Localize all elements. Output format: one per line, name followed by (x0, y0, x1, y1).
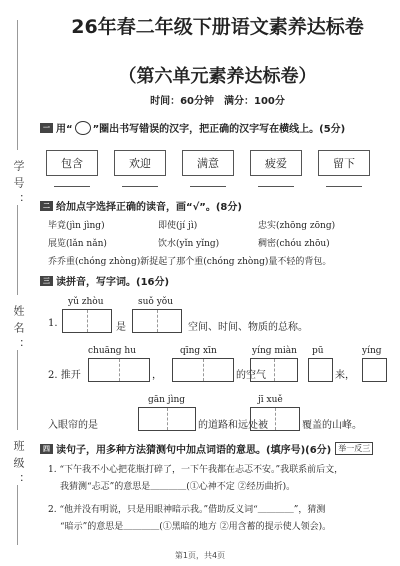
pinyin-choice[interactable]: 忠实(zhōng zōng) (258, 221, 336, 231)
question-number: 一 (40, 123, 53, 133)
student-number-label: 学号： (12, 160, 25, 211)
answer-line[interactable] (122, 186, 158, 187)
sentence-number: 1. (48, 318, 58, 329)
sentence-text: 的空气 (236, 370, 266, 381)
answer-line[interactable] (258, 186, 294, 187)
pinyin-sentence[interactable]: 乔乔重(chóng zhòng)新捉起了那个重(chóng zhòng)量不轻的背包。 (48, 257, 332, 267)
word-text: 留下 (333, 157, 355, 170)
pinyin-label: gān jìng (148, 395, 186, 405)
word-text: 满意 (197, 157, 219, 170)
class-label: 班级： (12, 440, 25, 491)
sentence-text: 空间、时间、物质的总称。 (188, 322, 308, 333)
question-4-text: 读句子，用多种方法猜测句中加点词语的意思。(填序号)(6分) (56, 445, 332, 456)
circle-icon (75, 121, 91, 135)
pinyin-label: yǔ zhòu (68, 297, 104, 307)
exam-content (40, 0, 395, 566)
word-box (46, 150, 98, 176)
question-number: 二 (40, 201, 53, 211)
pinyin-label: yíng miàn (252, 346, 297, 356)
answer-line[interactable] (190, 186, 226, 187)
exam-subtitle: （第六单元素养达标卷） (118, 66, 317, 87)
pinyin-label: pū (312, 346, 324, 356)
sentence-text: ， (152, 370, 162, 381)
pinyin-label: suǒ yǒu (138, 297, 173, 307)
question-1-text: 用“ (56, 124, 73, 135)
writing-grid[interactable] (138, 407, 196, 431)
pinyin-label: qīng xīn (180, 346, 217, 356)
exam-title: 26年春二年级下册语文素养达标卷 (71, 16, 364, 38)
writing-grid[interactable] (250, 358, 298, 382)
sentence-text: 2. 推开 (48, 370, 81, 381)
writing-grid[interactable] (308, 358, 333, 382)
pinyin-label: chuāng hu (88, 346, 137, 356)
question-number: 三 (40, 276, 53, 286)
word-box (114, 150, 166, 176)
pinyin-choice[interactable]: 稠密(chóu zhōu) (258, 239, 330, 249)
question-2-heading (40, 198, 242, 213)
sentence-text: 覆盖的山峰。 (302, 420, 362, 431)
question-item-text: 1. “下午我不小心把花瓶打碎了，一下午我都在忐忑不安。”我联系前后文， (48, 465, 344, 475)
word-text: 欢迎 (129, 157, 151, 170)
answer-line[interactable] (326, 186, 362, 187)
margin-line (17, 485, 18, 545)
answer-line[interactable] (54, 186, 90, 187)
word-text: 疲爱 (265, 157, 287, 170)
question-3-heading (40, 273, 169, 288)
word-box (318, 150, 370, 176)
question-1-heading (40, 120, 345, 135)
word-text: 包含 (61, 157, 83, 170)
sentence-text: 是 (116, 322, 126, 333)
pinyin-choice[interactable]: 展览(lǎn nǎn) (48, 239, 107, 249)
pinyin-choice[interactable]: 饮水(yǐn yǐng) (158, 239, 220, 249)
question-item-text: 我猜测“忐忑”的意思是＿＿＿＿(①心神不定 ②经历曲折)。 (60, 482, 296, 492)
question-item-text: 2. “他并没有明说，只是用眼神暗示我。”借助反义词“＿＿＿＿”，猜测 (48, 505, 326, 515)
page-footer: 第1页，共4页 (174, 551, 226, 560)
word-box (182, 150, 234, 176)
pinyin-choice[interactable]: 毕竟(jìn jìng) (48, 221, 105, 231)
pinyin-label: jī xuě (258, 395, 283, 405)
question-1-text: ”圈出书写错误的汉字，把正确的汉字写在横线上。(5分) (92, 124, 346, 135)
margin-line (17, 350, 18, 430)
question-4-heading (40, 441, 373, 456)
exam-meta: 时间：60分钟 满分：100分 (150, 96, 285, 107)
margin-line (17, 20, 18, 150)
question-3-text: 读拼音，写字词。(16分) (56, 277, 170, 288)
question-2-text: 给加点字选择正确的读音，画“√”。(8分) (56, 202, 242, 213)
writing-grid[interactable] (132, 309, 182, 333)
question-number: 四 (40, 444, 53, 454)
word-box (250, 150, 302, 176)
pinyin-label: yíng (362, 346, 382, 356)
sentence-text: 的道路和远处被 (198, 420, 268, 431)
binding-margin (0, 0, 36, 566)
question-item-text: “暗示”的意思是＿＿＿＿(①黑暗的地方 ②用含蓄的提示使人领会)。 (60, 522, 332, 532)
sentence-text: 来， (335, 370, 355, 381)
practice-tag: 举一反三 (335, 442, 373, 455)
writing-grid[interactable] (62, 309, 112, 333)
student-name-label: 姓名： (12, 305, 25, 356)
writing-grid[interactable] (250, 407, 300, 431)
pinyin-choice[interactable]: 即使(jí jì) (158, 221, 198, 231)
writing-grid[interactable] (362, 358, 387, 382)
writing-grid[interactable] (172, 358, 234, 382)
writing-grid[interactable] (88, 358, 150, 382)
margin-line (17, 205, 18, 295)
sentence-text: 入眼帘的是 (48, 420, 98, 431)
